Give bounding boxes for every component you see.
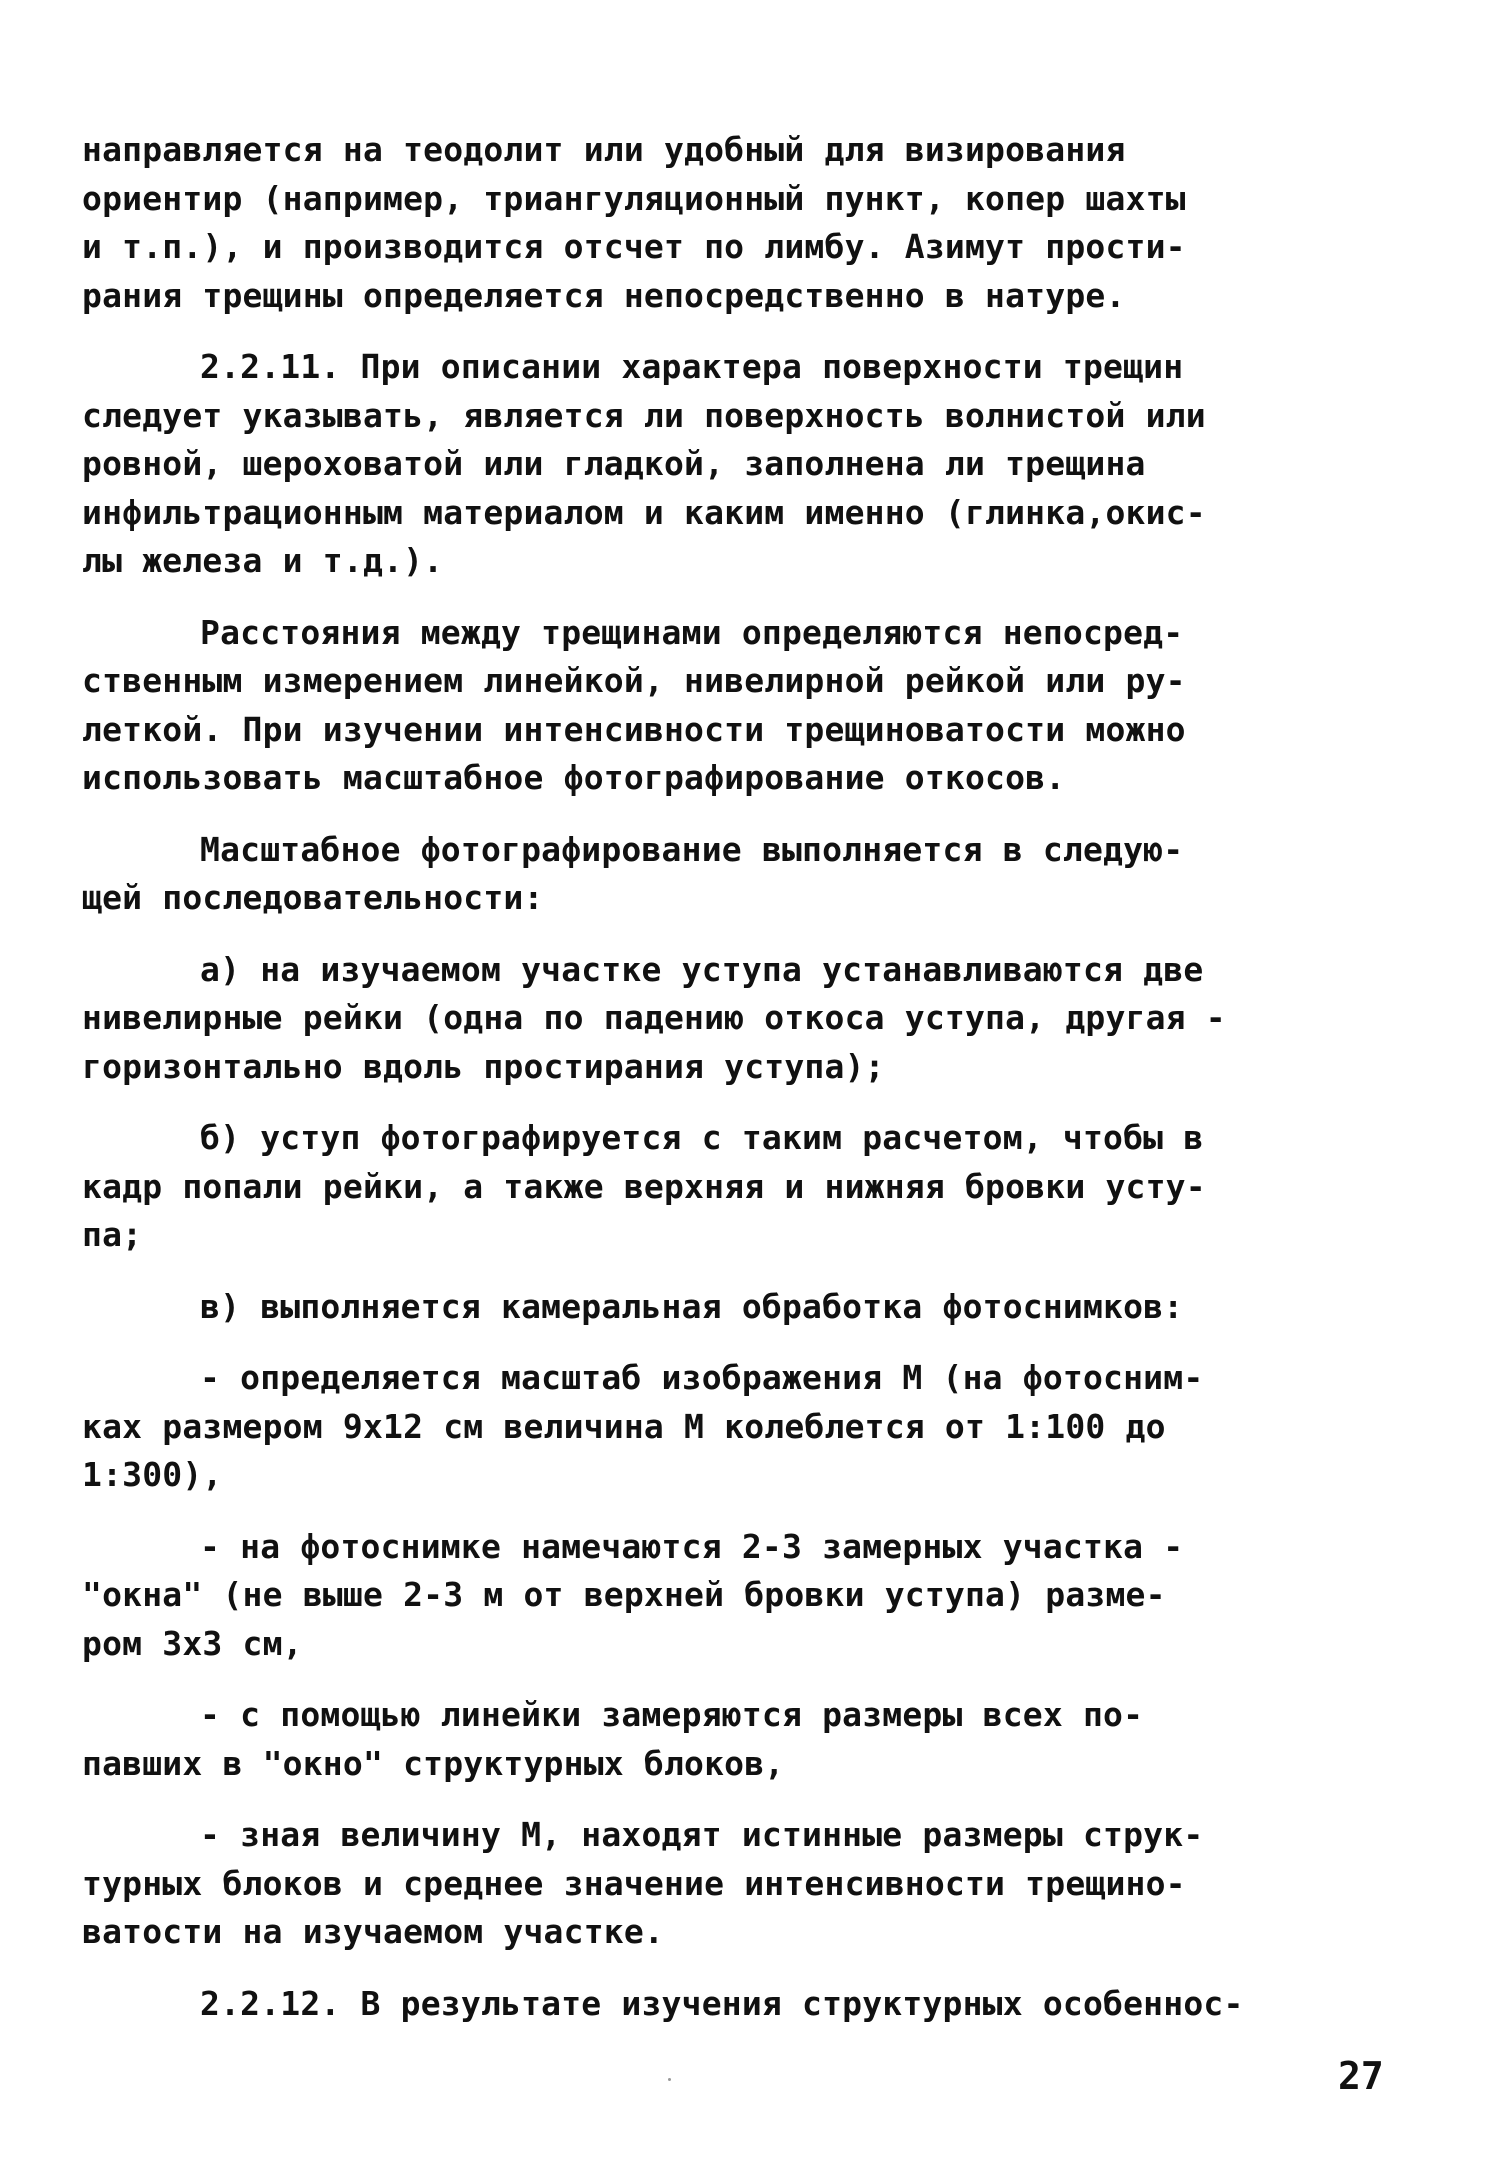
text-line: ром 3х3 см, [82, 1623, 303, 1663]
page-number: 27 [1338, 2054, 1384, 2098]
text-line: рания трещины определяется непосредственно в натуре. [82, 275, 1126, 315]
text-line: турных блоков и среднее значение интенсивности трещино- [82, 1863, 1186, 1903]
text-line: ках размером 9х12 см величина М колеблется от 1:100 до [82, 1406, 1166, 1446]
text-line: горизонтально вдоль простирания уступа); [82, 1046, 885, 1086]
paragraph [82, 1114, 1442, 1260]
paragraph [82, 1283, 1442, 1332]
text-line: ровной, шероховатой или гладкой, заполнена ли трещина [82, 444, 1146, 483]
text-line: б) уступ фотографируется с таким расчетом, чтобы в [200, 1118, 1204, 1157]
text-line: нивелирные рейки (одна по падению откоса уступа, другая - [82, 998, 1226, 1037]
text-line: Масштабное фотографирование выполняется в следую- [200, 829, 1184, 869]
text-line: "окна" (не выше 2-3 м от верхней бровки уступа) разме- [82, 1575, 1166, 1614]
page-text [82, 126, 1442, 2051]
text-line: инфильтрационным материалом и каким именно (глинка,окис- [82, 492, 1206, 532]
scan-speck [668, 2078, 671, 2081]
text-line: использовать масштабное фотографирование откосов. [82, 758, 1066, 797]
text-line: леткой. При изучении интенсивности трещиноватости можно [82, 709, 1186, 749]
text-line: а) на изучаемом участке уступа устанавливаются две [200, 949, 1204, 989]
text-line: - зная величину М, находят истинные размеры струк- [200, 1815, 1204, 1854]
paragraph [82, 1811, 1442, 1957]
text-line: кадр попали рейки, а также верхняя и нижняя бровки усту- [82, 1166, 1206, 1206]
text-line: лы железа и т.д.). [82, 541, 444, 580]
text-line: направляется на теодолит или удобный для визирования [82, 130, 1126, 169]
paragraph [82, 946, 1442, 1092]
text-line: - с помощью линейки замеряются размеры всех по- [200, 1695, 1144, 1734]
text-line: щей последовательности: [82, 878, 544, 917]
text-line: и т.п.), и производится отсчет по лимбу. Азимут прости- [82, 227, 1186, 266]
text-line: ватости на изучаемом участке. [82, 1912, 664, 1951]
paragraph [82, 826, 1442, 923]
text-line: 1:300), [82, 1455, 223, 1494]
paragraphs [82, 126, 1442, 2028]
paragraph [82, 1980, 1442, 2029]
paragraph [82, 609, 1442, 803]
text-line: Расстояния между трещинами определяются непосред- [200, 612, 1184, 652]
text-line: 2.2.12. В результате изучения структурных особеннос- [200, 1983, 1244, 2023]
paragraph [82, 343, 1442, 586]
text-line: - определяется масштаб изображения М (на фотосним- [200, 1358, 1204, 1397]
paragraph [82, 126, 1442, 320]
text-line: следует указывать, является ли поверхность волнистой или [82, 395, 1206, 435]
text-line: павших в "окно" структурных блоков, [82, 1743, 785, 1783]
paragraph [82, 1691, 1442, 1788]
paragraph [82, 1523, 1442, 1669]
text-line: в) выполняется камеральная обработка фотоснимков: [200, 1286, 1184, 1326]
text-line: ственным измерением линейкой, нивелирной рейкой или ру- [82, 661, 1186, 700]
text-line: 2.2.11. При описании характера поверхности трещин [200, 347, 1184, 386]
text-line: па; [82, 1215, 143, 1254]
text-line: - на фотоснимке намечаются 2-3 замерных участка - [200, 1526, 1184, 1566]
paragraph [82, 1354, 1442, 1500]
text-line: ориентир (например, триангуляционный пункт, копер шахты [82, 178, 1186, 218]
